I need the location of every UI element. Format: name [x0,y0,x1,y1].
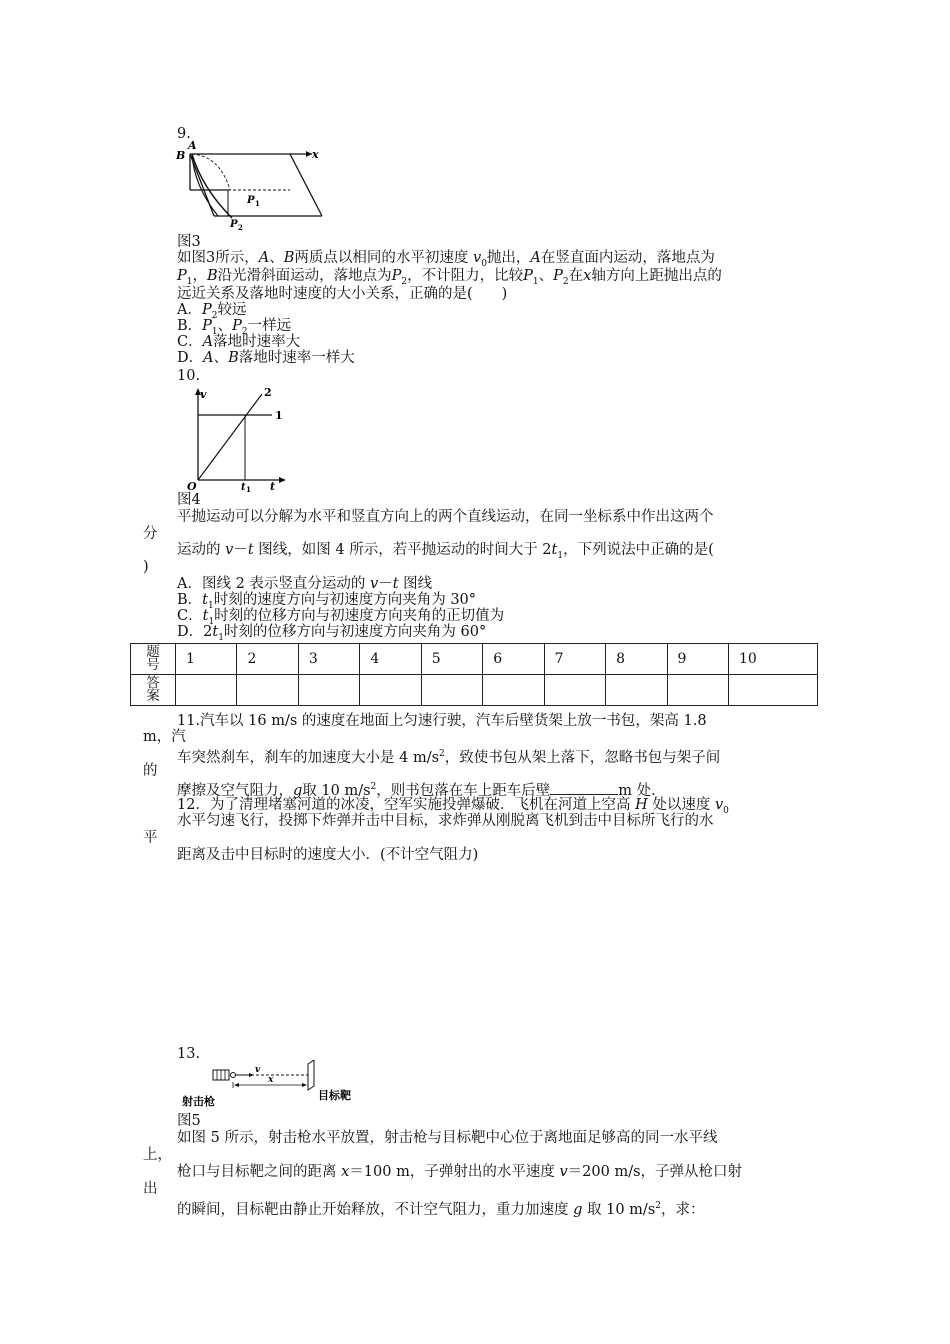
q11-stem-line2: m，汽 [143,729,186,745]
answer-cell[interactable] [544,675,605,706]
q13-stem-line3: 的瞬间，目标靶由静止开始释放，不计空气阻力，重力加速度 g 取 10 $m/s^2$，求： [177,1201,705,1218]
answer-table-number-row [131,644,818,675]
q13-label-gun: 射击枪 [182,1095,215,1108]
answer-cell[interactable] [421,675,482,706]
q9-figure-caption: 图3 [177,234,201,250]
q10-figure [184,384,294,492]
q9-stem-line3: 远近关系及落地时速度的大小关系，正确的是( ) [177,286,508,302]
q10-figure-caption: 图4 [177,492,201,508]
answer-cell[interactable] [606,675,667,706]
answer-table-number-cell: 2 [237,644,298,675]
q10-label-t: t [270,480,276,492]
answer-cell[interactable] [667,675,728,706]
answer-table-number-cell: 5 [421,644,482,675]
answer-table-number-cell: 4 [360,644,421,675]
q11-margin-1: 的 [143,763,158,779]
answer-table-number-cell: 6 [483,644,544,675]
q12-stem-line3: 距离及击中目标时的速度大小．(不计空气阻力) [177,847,479,863]
answer-table-number-cell: 1 [176,644,237,675]
q13-figure-caption: 图5 [177,1113,201,1129]
q10-option-c: C．$t_1$时刻的位移方向与初速度方向夹角的正切值为 [177,608,505,627]
svg-text:1: 1 [255,199,260,208]
answer-table-answer-row [131,675,818,706]
q13-figure [180,1060,360,1112]
answer-cell[interactable] [176,675,237,706]
q10-option-b: B．$t_1$时刻的速度方向与初速度方向夹角为 30° [177,592,477,611]
q12-stem-line1: 12．为了清理堵塞河道的冰凌，空军实施投弹爆破．飞机在河道上空高 H 处以速度 $v_0$ [177,797,729,816]
q10-option-d: D．$2t_1$时刻的位移方向与初速度方向夹角为 60° [177,624,487,643]
answer-cell[interactable] [728,675,817,706]
q9-label-x: x [312,148,319,161]
q9-label-P1: P [247,195,255,206]
q11-stem-line1: 11.汽车以 16 m/s 的速度在地面上匀速行驶，汽车后壁货架上放一书包，架高 1.8 [177,713,707,729]
q13-label-x: x [268,1075,274,1085]
answer-table-number-cell: 8 [606,644,667,675]
answer-cell[interactable] [298,675,359,706]
q10-label-v: v [200,388,207,401]
answer-table-number-cell: 7 [544,644,605,675]
answer-table-header-answer: 答 案 [131,675,176,706]
q13-target [308,1060,314,1090]
q9-figure [172,140,332,232]
q11-answer-blank[interactable] [550,782,618,795]
q13-number: 13. [177,1046,201,1062]
q9-option-d: D．A、B落地时速率一样大 [177,350,355,366]
q9-option-b: B．$P_1$、$P_2$一样远 [177,318,292,337]
answer-cell[interactable] [483,675,544,706]
q13-stem-line1: 如图 5 所示，射击枪水平放置，射击枪与目标靶中心位于离地面足够高的同一水平线 [177,1130,718,1146]
q9-label-B: B [176,149,186,162]
q13-label-target: 目标靶 [318,1089,351,1102]
q10-label-O: O [187,480,197,492]
answer-table [130,643,818,706]
answer-table-header-number: 题 号 [131,644,176,675]
q10-label-2: 2 [264,386,272,399]
q9-label-P2: P [230,219,238,230]
q9-stem-line1: 如图3所示，A、B两质点以相同的水平初速度 $v_0$抛出，A在竖直面内运动，落地点为 [177,250,715,269]
q12-margin-1: 平 [143,830,158,846]
q13-margin-2: 出 [143,1181,158,1197]
q13-label-v: v [255,1065,261,1075]
answer-table-number-cell: 3 [298,644,359,675]
q11-stem-line3: 车突然刹车，刹车的加速度大小是 4 $m/s^2$，致使书包从架上落下，忽略书包与架子间 [177,749,721,766]
q10-line-2 [198,394,262,480]
q10-margin-2: ) [143,559,149,575]
q9-option-a: A．$P_2$较远 [177,302,247,321]
q9-stem-line2: $P_1$，B沿光滑斜面运动，落地点为$P_2$，不计阻力，比较$P_1$、$P_2$在x轴方向上距抛出点的 [177,268,722,287]
q11-stem-line4: 摩擦及空气阻力，g取 10 $m/s^2$，则书包落在车上距车后壁 m 处. [177,782,656,799]
answer-table-number-cell: 9 [667,644,728,675]
svg-text:2: 2 [238,223,243,232]
q13-margin-1: 上， [143,1147,172,1163]
answer-table-number-cell: 10 [728,644,817,675]
q10-number: 10. [177,368,201,384]
q10-label-t1: t [241,482,246,492]
q9-option-c: C．A落地时速率大 [177,334,301,350]
q13-stem-line2: 枪口与目标靶之间的距离 x＝100 m，子弹射出的水平速度 v＝200 m/s，子弹从枪口射 [177,1164,743,1180]
q10-stem-line2: 运动的 v－t 图线，如图 4 所示，若平抛运动的时间大于 $2t_1$，下列说法中正确的是( [177,542,714,561]
q10-margin-1: 分 [143,526,158,542]
answer-cell[interactable] [360,675,421,706]
q10-label-1: 1 [275,409,283,422]
answer-cell[interactable] [237,675,298,706]
q10-stem-line1: 平抛运动可以分解为水平和竖直方向上的两个直线运动，在同一坐标系中作出这两个 [177,509,714,525]
q10-option-a: A．图线 2 表示竖直分运动的 v－t 图线 [177,576,433,592]
q9-label-A: A [188,140,197,152]
svg-text:1: 1 [246,485,251,492]
q9-trajectory-A [192,154,230,190]
q12-stem-line2: 水平匀速飞行，投掷下炸弹并击中目标，求炸弹从刚脱离飞机到击中目标所飞行的水 [177,813,714,829]
q9-number: 9. [177,126,191,142]
